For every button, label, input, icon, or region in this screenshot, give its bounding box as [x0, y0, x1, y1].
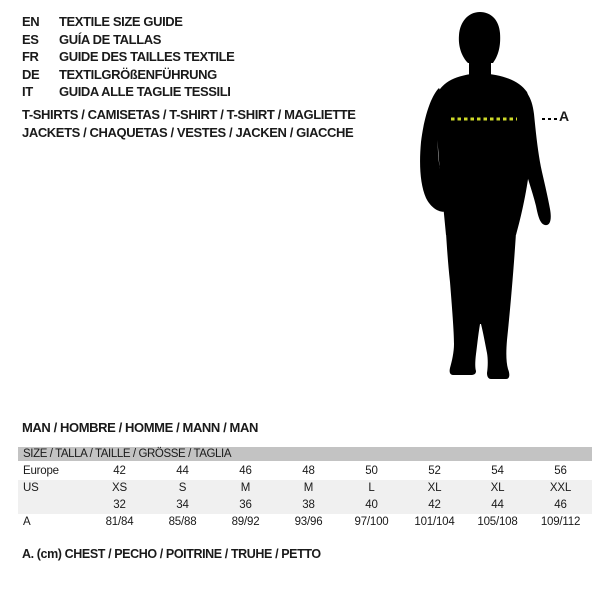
man-silhouette-icon [393, 2, 600, 402]
size-cell: 38 [302, 499, 315, 511]
row-label: US [23, 482, 39, 494]
man-silhouette-figure [393, 2, 600, 402]
table-row [18, 514, 592, 531]
section-title: MAN / HOMBRE / HOMME / MANN / MAN [22, 420, 258, 435]
language-row [22, 48, 234, 66]
size-cell: XS [112, 482, 127, 494]
size-cell: 42 [113, 465, 126, 477]
size-table-header: SIZE / TALLA / TAILLE / GRÖSSE / TAGLIA [18, 447, 592, 461]
language-row [22, 66, 234, 84]
language-code: EN [22, 14, 40, 29]
size-cell: 93/96 [294, 516, 323, 528]
size-cell: M [240, 482, 251, 494]
size-cell: XXL [549, 482, 572, 494]
size-cell: 105/108 [477, 516, 518, 528]
size-cell: 54 [491, 465, 504, 477]
language-row [22, 13, 234, 31]
size-cell: 36 [239, 499, 252, 511]
size-cell: S [178, 482, 187, 494]
row-label: A [23, 516, 31, 528]
size-cell: 89/92 [231, 516, 260, 528]
category-list [22, 106, 356, 142]
size-cell: 44 [176, 465, 189, 477]
size-cell: 97/100 [354, 516, 389, 528]
language-code: IT [22, 84, 33, 99]
table-row [18, 463, 592, 480]
size-cell: XL [427, 482, 442, 494]
language-title: TEXTILGRÖßENFÜHRUNG [59, 66, 217, 82]
size-cell: 32 [113, 499, 126, 511]
size-cell: 56 [554, 465, 567, 477]
size-cell: 34 [176, 499, 189, 511]
language-row [22, 31, 234, 49]
language-list [22, 13, 234, 101]
row-label: Europe [23, 465, 59, 477]
category-line: JACKETS / CHAQUETAS / VESTES / JACKEN / GIACCHE [22, 125, 354, 140]
size-cell: M [303, 482, 314, 494]
language-title: GUÍA DE TALLAS [59, 31, 162, 47]
language-title: TEXTILE SIZE GUIDE [59, 14, 183, 29]
size-cell: 101/104 [414, 516, 455, 528]
size-cell: 50 [365, 465, 378, 477]
size-cell: 46 [554, 499, 567, 511]
table-row [18, 497, 592, 514]
measure-label-a: A [559, 108, 569, 124]
table-row [18, 480, 592, 497]
size-cell: 40 [365, 499, 378, 511]
size-cell: XL [490, 482, 505, 494]
language-code: FR [22, 49, 39, 64]
size-cell: 44 [491, 499, 504, 511]
size-table-body [18, 463, 592, 531]
measurement-legend: A. (cm) CHEST / PECHO / POITRINE / TRUHE / PETTO [22, 547, 321, 561]
language-code: ES [22, 31, 39, 47]
language-title: GUIDE DES TAILLES TEXTILE [59, 49, 235, 64]
size-cell: 81/84 [105, 516, 134, 528]
language-title: GUIDA ALLE TAGLIE TESSILI [59, 84, 231, 99]
size-cell: 109/112 [540, 516, 581, 528]
size-cell: L [368, 482, 375, 494]
size-table [18, 447, 592, 531]
size-cell: 46 [239, 465, 252, 477]
size-cell: 52 [428, 465, 441, 477]
size-cell: 85/88 [168, 516, 197, 528]
size-cell: 48 [302, 465, 315, 477]
size-cell: 42 [428, 499, 441, 511]
category-line: T-SHIRTS / CAMISETAS / T-SHIRT / T-SHIRT / MAGLIETTE [22, 107, 356, 122]
language-code: DE [22, 66, 40, 82]
language-row [22, 83, 234, 101]
